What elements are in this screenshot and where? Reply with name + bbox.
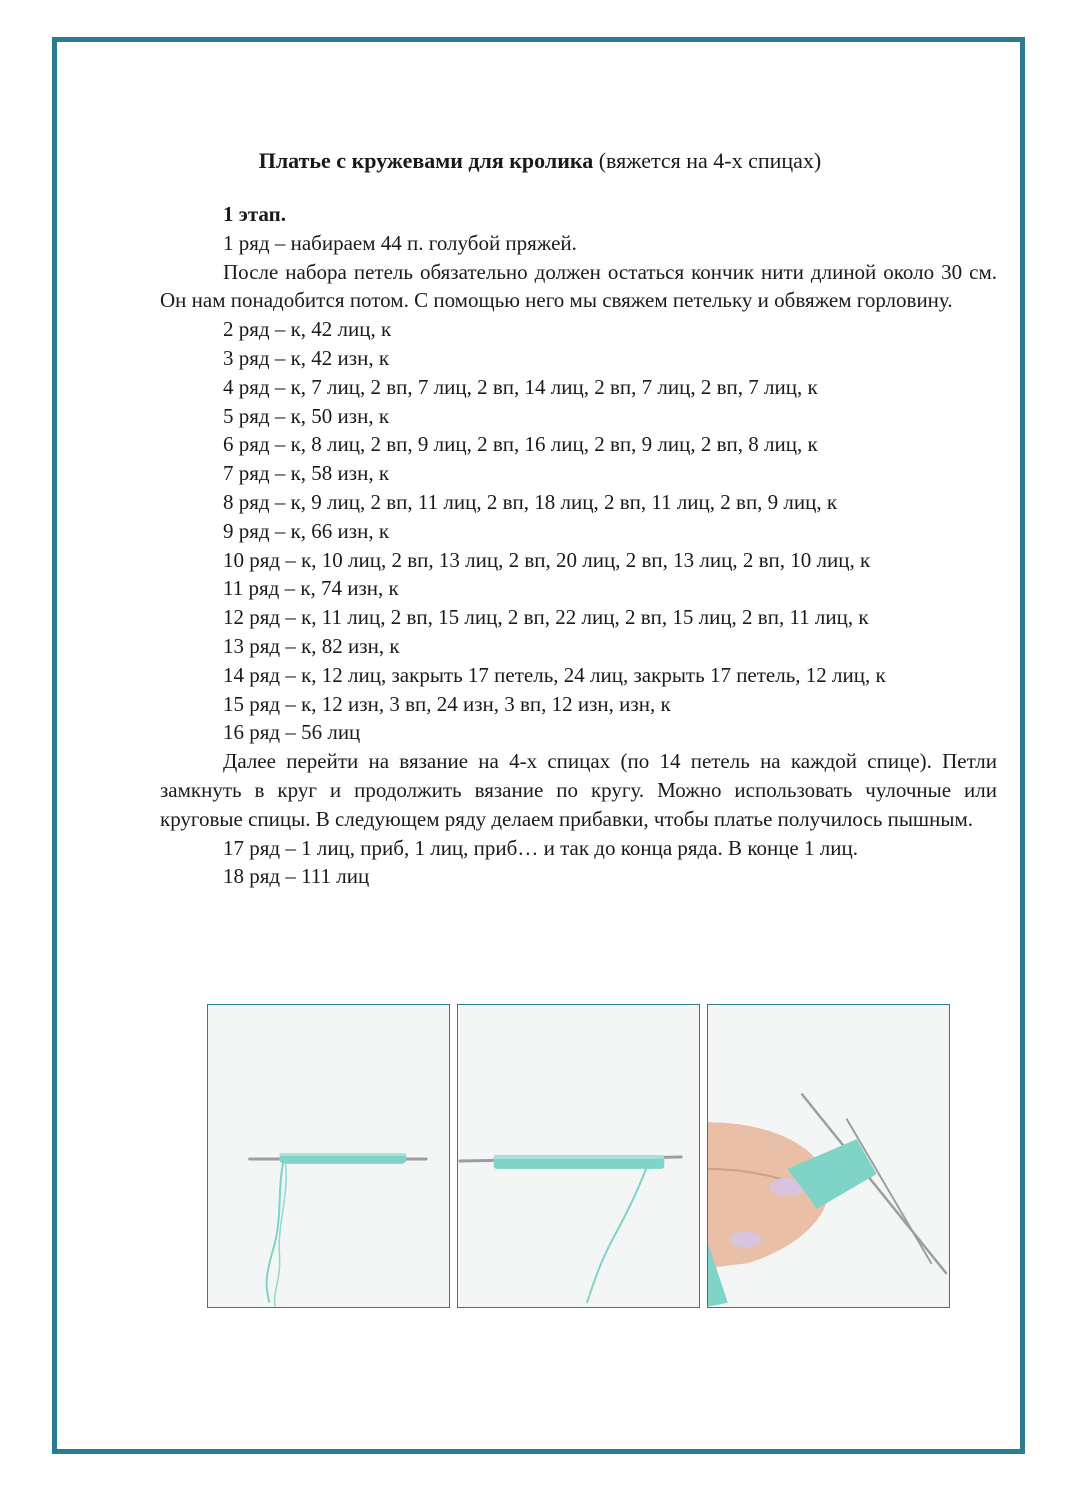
row-instruction: 6 ряд – к, 8 лиц, 2 вп, 9 лиц, 2 вп, 16 лиц, 2 вп, 9 лиц, 2 вп, 8 лиц, к [223,432,818,457]
photo-cast-on-stitches [207,1004,450,1308]
section-heading: 1 этап. [223,202,286,226]
paragraph: После набора петель обязательно должен остаться кончик нити длиной около 30 см. Он нам понадобится потом. С помощью него мы свяжем петельку и обвяжем горловину. [160,259,997,313]
row-instruction: 3 ряд – к, 42 изн, к [223,345,390,370]
document-title [0,146,1080,176]
row-instruction: 17 ряд – 1 лиц, приб, 1 лиц, приб… и так до конца ряда. В конце 1 лиц. [223,835,858,860]
paragraph: 1 ряд – набираем 44 п. голубой пряжей. [223,230,577,255]
photo-knitted-rows-on-needle [457,1004,700,1308]
row-instruction: 18 ряд – 111 лиц [223,864,370,889]
row-instruction: 5 ряд – к, 50 изн, к [223,403,390,428]
photo-cast-on-illustration [208,1005,449,1307]
photo-knitted-rows-illustration [458,1005,699,1307]
document-body [160,200,997,891]
document-title-bold: Платье с кружевами для кролика [258,148,594,173]
row-instruction: 16 ряд – 56 лиц [223,720,361,745]
row-instruction: 9 ряд – к, 66 изн, к [223,518,390,543]
photo-strip [0,1004,1080,1310]
photo-hand-illustration [708,1005,949,1307]
row-instruction: 13 ряд – к, 82 изн, к [223,633,400,658]
row-instruction: 10 ряд – к, 10 лиц, 2 вп, 13 лиц, 2 вп, 20 лиц, 2 вп, 13 лиц, 2 вп, 10 лиц, к [223,547,871,572]
row-instruction: 14 ряд – к, 12 лиц, закрыть 17 петель, 24 лиц, закрыть 17 петель, 12 лиц, к [223,662,886,687]
row-instruction: 11 ряд – к, 74 изн, к [223,576,399,601]
row-instruction: 15 ряд – к, 12 изн, 3 вп, 24 изн, 3 вп, 12 изн, изн, к [223,691,671,716]
row-instruction: 8 ряд – к, 9 лиц, 2 вп, 11 лиц, 2 вп, 18 лиц, 2 вп, 11 лиц, 2 вп, 9 лиц, к [223,489,838,514]
photo-hand-holding-knitting-needles [707,1004,950,1308]
row-instruction: 2 ряд – к, 42 лиц, к [223,317,392,342]
row-instruction: 12 ряд – к, 11 лиц, 2 вп, 15 лиц, 2 вп, 22 лиц, 2 вп, 15 лиц, 2 вп, 11 лиц, к [223,605,869,630]
paragraph: Далее перейти на вязание на 4-х спицах (по 14 петель на каждой спице). Петли замкнуть в круг и продолжить вязание по кругу. Можно использовать чулочные или круговые спицы. В следующем ряду делаем прибавки, чтобы платье получилось пышным. [160,749,997,831]
document-title-note: (вяжется на 4-х спицах) [593,148,822,173]
row-instruction: 4 ряд – к, 7 лиц, 2 вп, 7 лиц, 2 вп, 14 лиц, 2 вп, 7 лиц, 2 вп, 7 лиц, к [223,374,818,399]
row-instruction: 7 ряд – к, 58 изн, к [223,461,390,486]
